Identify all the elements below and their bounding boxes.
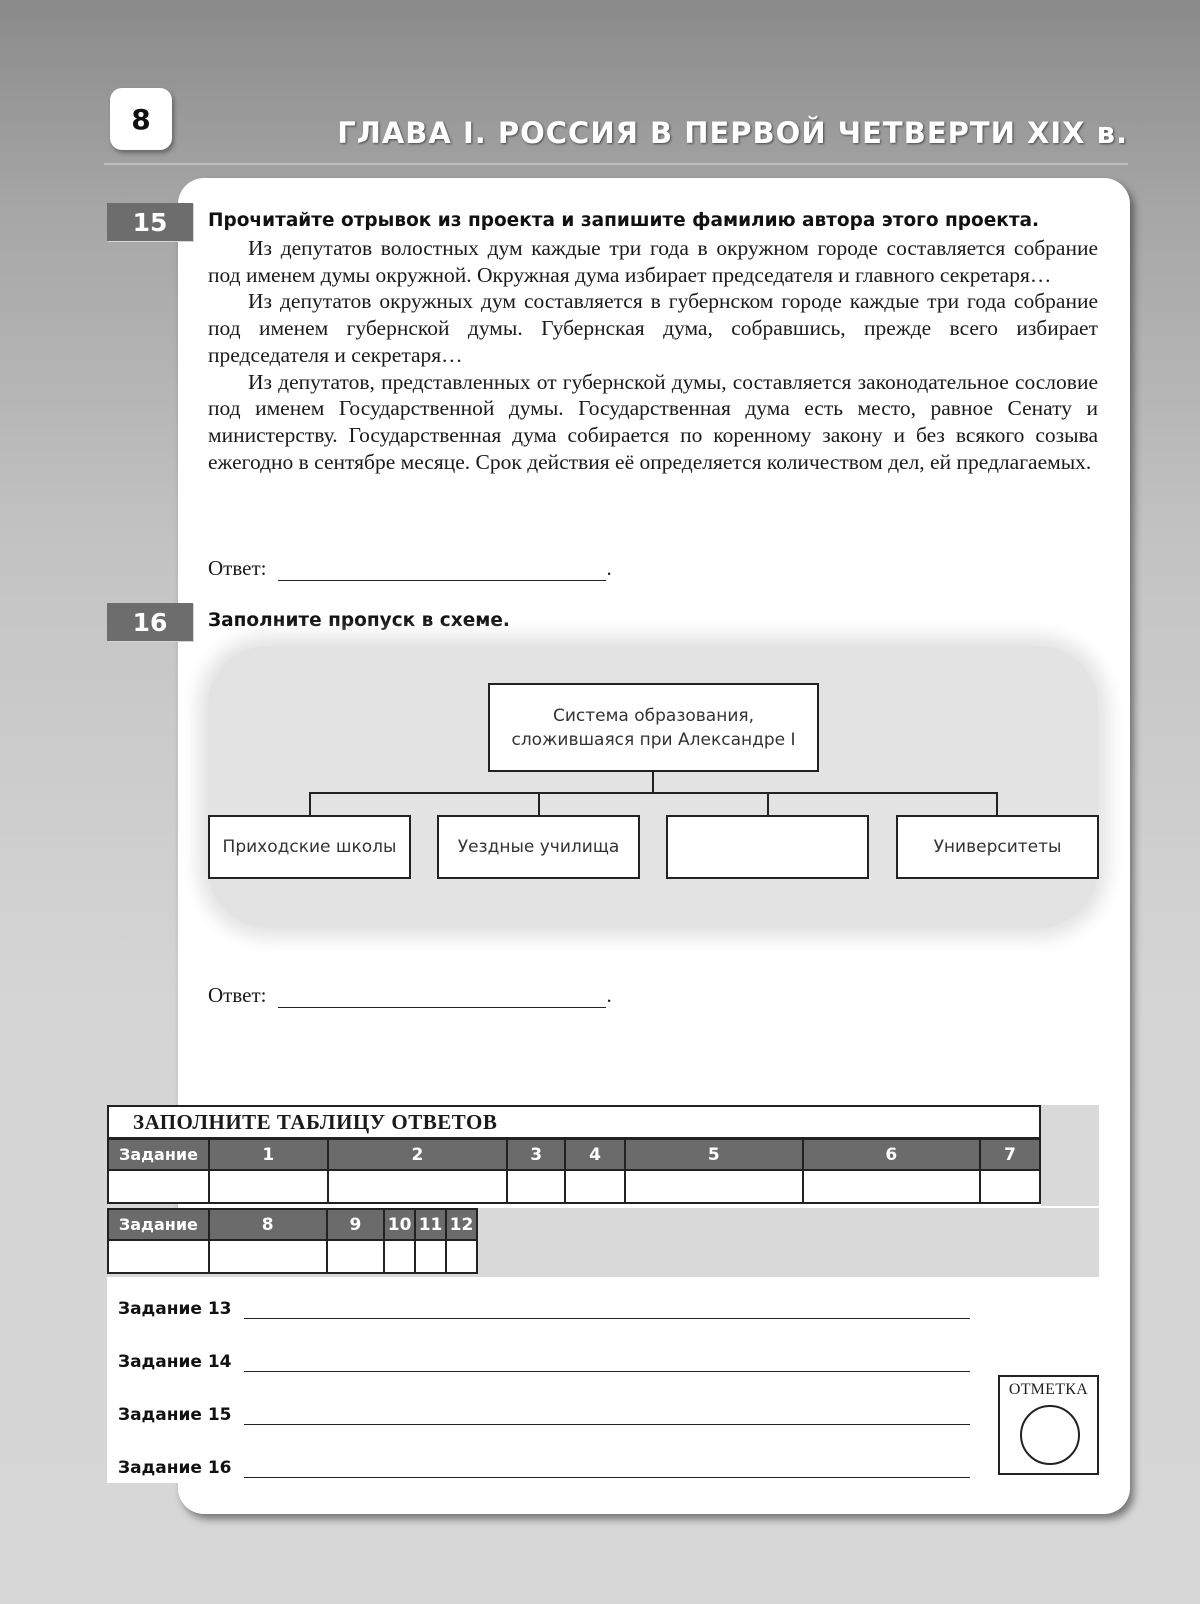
written-answer-field[interactable] (244, 1458, 970, 1478)
scheme-root-box (488, 683, 819, 772)
written-answer-row (118, 1399, 970, 1425)
table-answer-cell[interactable] (415, 1240, 446, 1273)
grade-mark-box (998, 1375, 1099, 1475)
scheme-root-line: сложившаяся при Александре I (511, 729, 796, 750)
table-header-label: Задание (108, 1139, 209, 1170)
written-answer-row (118, 1293, 970, 1319)
table-header-task: 7 (980, 1139, 1040, 1170)
answer-table-row-1 (107, 1138, 1041, 1204)
scheme-connector (309, 792, 998, 794)
passage-paragraph: Из депутатов окружных дум составляется в губернском городе каждые три года собрание под именем губернской думы. Губернская дума, собравшись, прежде всего избирает председателя и секретаря… (208, 289, 1098, 367)
written-answer-field[interactable] (244, 1405, 970, 1425)
scheme-connector (538, 792, 540, 816)
answer-label: Ответ: (208, 983, 267, 1007)
task-15-answer-field[interactable] (278, 561, 606, 581)
table-header-task: 2 (328, 1139, 508, 1170)
answer-table-title: ЗАПОЛНИТЕ ТАБЛИЦУ ОТВЕТОВ (107, 1105, 1041, 1139)
table-header-task: 12 (446, 1209, 477, 1240)
task-16-number: 16 (107, 603, 193, 641)
answer-table-row-2 (107, 1208, 478, 1274)
scheme-connector (309, 792, 311, 816)
written-answer-label: Задание 14 (118, 1352, 232, 1372)
written-answer-field[interactable] (244, 1299, 970, 1319)
task-15-number: 15 (107, 203, 193, 241)
scheme-connector (652, 772, 654, 794)
table-header-label: Задание (108, 1209, 209, 1240)
task-16-instruction: Заполните пропуск в схеме. (208, 610, 510, 631)
written-answer-row (118, 1452, 970, 1478)
table-answer-cell[interactable] (625, 1170, 803, 1203)
task-16-answer-field[interactable] (278, 988, 606, 1008)
table-answer-cell[interactable] (565, 1170, 625, 1203)
grade-circle-icon (1020, 1405, 1080, 1465)
table-answer-cell[interactable] (803, 1170, 981, 1203)
written-answer-field[interactable] (244, 1352, 970, 1372)
written-answer-label: Задание 15 (118, 1405, 232, 1425)
scheme-root-line: Система образования, (552, 705, 755, 726)
answer-label: Ответ: (208, 556, 267, 580)
task-16-answer (208, 983, 612, 1008)
written-answer-row (118, 1346, 970, 1372)
scheme-child-box: Уездные училища (437, 815, 640, 879)
scheme-connector (996, 792, 998, 816)
table-answer-cell[interactable] (327, 1240, 385, 1273)
table-header-task: 1 (209, 1139, 328, 1170)
table-header-task: 6 (803, 1139, 981, 1170)
table-header-task: 4 (565, 1139, 625, 1170)
table-answer-cell[interactable] (209, 1240, 327, 1273)
passage-paragraph: Из депутатов волостных дум каждые три года в окружном городе составляется собрание под именем думы окружной. Окружная дума избирает председателя и главного секретаря… (208, 236, 1098, 287)
table-header-task: 8 (209, 1209, 327, 1240)
table-header-task: 10 (384, 1209, 415, 1240)
table-cell (108, 1170, 209, 1203)
table-answer-cell[interactable] (446, 1240, 477, 1273)
chapter-title: ГЛАВА I. РОССИЯ В ПЕРВОЙ ЧЕТВЕРТИ XIX в. (337, 116, 1128, 150)
table-answer-cell[interactable] (980, 1170, 1040, 1203)
page-number: 8 (110, 88, 172, 150)
written-answer-label: Задание 13 (118, 1299, 232, 1319)
scheme-connector (767, 792, 769, 816)
table-header-task: 9 (327, 1209, 385, 1240)
scheme-child-box: Приходские школы (208, 815, 411, 879)
table-header-task: 11 (415, 1209, 446, 1240)
header-divider (104, 163, 1128, 165)
grade-mark-label: ОТМЕТКА (1008, 1381, 1089, 1398)
table-answer-cell[interactable] (328, 1170, 508, 1203)
table-answer-cell[interactable] (209, 1170, 328, 1203)
passage-paragraph: Из депутатов, представленных от губернской думы, составляется законодательное сословие под именем Государственной думы. Государственная дума есть место, равное Сенату и министерству. Государственная дума собирается по коренному закону и без всякого созыва ежегодно в сентябре месяце. Срок действия её определяется количеством дел, ей предлагаемых. (208, 369, 1098, 474)
table-answer-cell[interactable] (507, 1170, 565, 1203)
answer-period: . (606, 556, 612, 580)
table-header-task: 3 (507, 1139, 565, 1170)
answer-period: . (606, 983, 612, 1007)
table-cell (108, 1240, 209, 1273)
task-15-answer (208, 556, 612, 581)
task-15-instruction: Прочитайте отрывок из проекта и запишите фамилию автора этого проекта. (208, 210, 1040, 231)
scheme-empty-box[interactable] (666, 815, 869, 879)
written-answer-label: Задание 16 (118, 1458, 232, 1478)
scheme-child-box: Университеты (896, 815, 1099, 879)
table-answer-cell[interactable] (384, 1240, 415, 1273)
table-grey-margin (1041, 1105, 1099, 1206)
table-header-task: 5 (625, 1139, 803, 1170)
task-15-passage (208, 235, 1098, 475)
